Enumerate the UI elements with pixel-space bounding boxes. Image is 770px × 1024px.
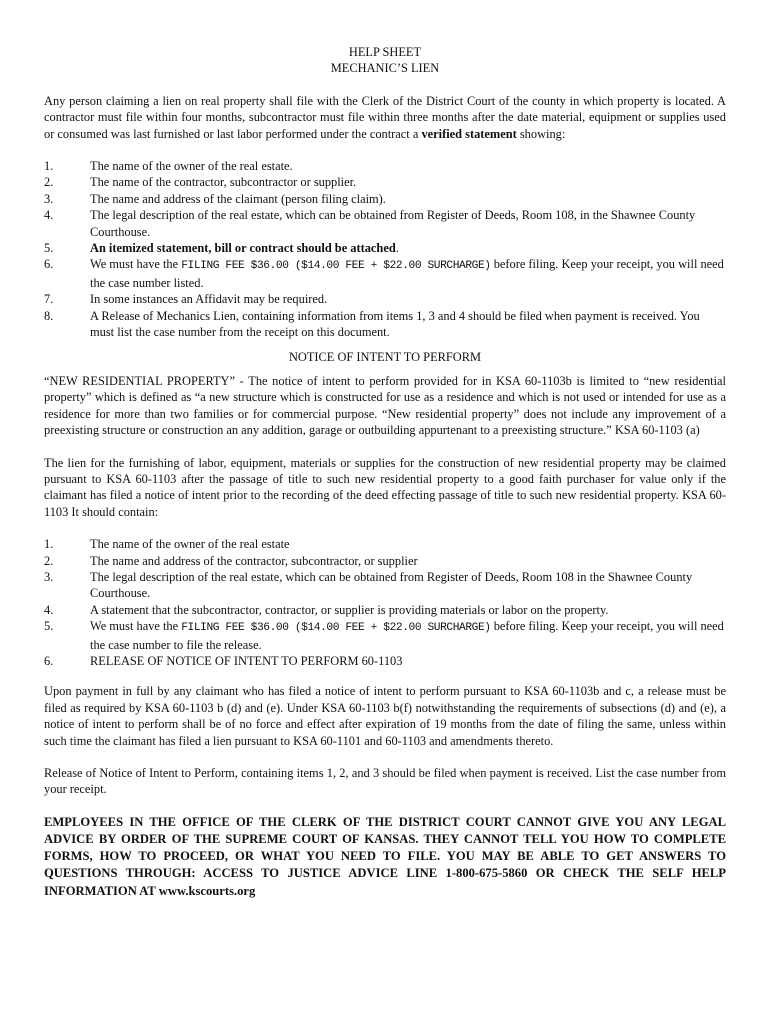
list-item (44, 158, 726, 174)
item-number: 5. (44, 241, 54, 256)
list-item (44, 191, 726, 207)
item-number: 1. (44, 537, 54, 552)
list-item (44, 174, 726, 190)
item-text-tail: before filing. Keep your receipt, you will need the case number listed. (90, 257, 724, 290)
list-item (44, 536, 726, 552)
notice-contents-list (44, 536, 726, 669)
item-text-pre: We must have the (90, 619, 182, 634)
list-item (44, 291, 726, 307)
item-number: 1. (44, 159, 54, 174)
item-text: The legal description of the real estate, which can be obtained from Register of Deeds, Room 108 in the Shawnee County Courthouse. (90, 569, 693, 601)
item-text (90, 256, 726, 291)
legal-advice-warning: EMPLOYEES IN THE OFFICE OF THE CLERK OF THE DISTRICT COURT CANNOT GIVE YOU ANY LEGAL ADVICE BY ORDER OF THE SUPREME COURT OF KANSAS. THEY CANNOT TELL YOU HOW TO COMPLETE FORMS, HOW TO PROCEED, OR WHAT YOU NEED TO FILE. YOU MAY BE ABLE TO GET ANSWERS TO QUESTIONS THROUGH: ACCESS TO JUSTICE ADVICE LINE 1-800-675-5860 OR CHECK THE SELF HELP INFORMATION AT www.kscourts.org (44, 814, 726, 898)
item-text (90, 618, 726, 653)
intro-tail: showing: (516, 126, 566, 141)
payment-paragraph: Upon payment in full by any claimant who has filed a notice of intent to perform pursuant to KSA 60-1103b and c, a release must be filed as required by KSA 60-1103 b (d) and (e). Under KSA 60-1103 b(f) notwithstanding the requirements of subsections (d) and (e), a notice of intent to perform shall be of no force and effect after expiration of 19 months from the date of filing the same, unless within such time the claimant has filed a lien pursuant to KSA 60-1101 and 60-1103 and amendments thereto. (44, 684, 726, 748)
item-text: The name and address of the claimant (person filing claim). (90, 191, 386, 206)
item-text-tail: before filing. Keep your receipt, you will need the case number to file the release. (90, 619, 724, 652)
list-item (44, 569, 726, 602)
item-text: A Release of Mechanics Lien, containing information from items 1, 3 and 4 should be filed when payment is received. You must list the case number from the receipt on this document. (90, 308, 700, 340)
list-item (44, 618, 726, 653)
item-text (90, 240, 726, 256)
verified-statement-emphasis: verified statement (421, 126, 517, 141)
intro-paragraph (44, 93, 726, 142)
item-number: 2. (44, 553, 54, 568)
release-paragraph: Release of Notice of Intent to Perform, containing items 1, 2, and 3 should be filed when payment is received. List the case number from your receipt. (44, 766, 726, 797)
item-text-tail: . (395, 241, 399, 256)
item-number: 3. (44, 191, 54, 206)
itemized-statement-emphasis: An itemized statement, bill or contract should be attached (90, 241, 396, 256)
item-number: 3. (44, 569, 54, 584)
list-item (44, 653, 726, 669)
item-number: 2. (44, 175, 54, 190)
notice-heading: NOTICE OF INTENT TO PERFORM (288, 349, 482, 364)
item-text-pre: We must have the (90, 257, 182, 272)
list-item (44, 602, 726, 618)
page-title: HELP SHEET (348, 45, 422, 59)
list-item (44, 308, 726, 341)
lien-paragraph: The lien for the furnishing of labor, equipment, materials or supplies for the construction of new residential property may be claimed pursuant to KSA 60-1103 after the passage of title to such new residential property to a good faith purchaser for value only if the claimant has filed a notice of intent prior to the recording of the deed effecting passage of title to such new residential property. KSA 60-1103 It should contain: (44, 455, 726, 519)
item-number: 4. (44, 208, 54, 223)
item-number: 6. (44, 654, 54, 668)
item-number: 4. (44, 602, 54, 617)
item-number: 8. (44, 308, 54, 323)
item-number: 5. (44, 619, 54, 634)
item-text: The legal description of the real estate, which can be obtained from Register of Deeds, Room 108, in the Shawnee County Courthouse. (90, 208, 696, 239)
item-number: 7. (44, 292, 54, 307)
item-text: The name and address of the contractor, subcontractor, or supplier (90, 553, 418, 568)
item-text: The name of the owner of the real estate. (90, 159, 293, 174)
list-item (44, 207, 726, 240)
item-text: In some instances an Affidavit may be required. (90, 292, 328, 307)
item-text: The name of the contractor, subcontractor or supplier. (90, 175, 357, 190)
item-number: 6. (44, 257, 54, 272)
page-subtitle: MECHANIC’S LIEN (330, 61, 440, 76)
filing-fee-text: FILING FEE $36.00 ($14.00 FEE + $22.00 SURCHARGE) (181, 622, 491, 635)
list-item (44, 553, 726, 569)
item-text: A statement that the subcontractor, contractor, or supplier is providing materials or labor on the property. (90, 602, 609, 617)
list-item (44, 240, 726, 256)
list-item (44, 256, 726, 291)
lien-requirements-list (44, 158, 726, 340)
intro-text: Any person claiming a lien on real property shall file with the Clerk of the District Court of the county in which property is located. A contractor must file within four months, subcontractor must file within three months after the date material, equipment or supplies used or consumed was last furnished or last labor performed under the contract a (44, 93, 726, 141)
residential-property-paragraph: “NEW RESIDENTIAL PROPERTY” - The notice of intent to perform provided for in KSA 60-1103b is limited to “new residential property” which is defined as “a new structure which is constructed for use as a residence and which is not used or intended for use as a residence for more than two families or for commercial purpose. “New residential property” does not include any improvement of a preexisting structure or construction an any addition, garage or outbuilding appurtenant to a preexisting structure.” KSA 60-1103 (a) (44, 373, 726, 438)
filing-fee-text: FILING FEE $36.00 ($14.00 FEE + $22.00 SURCHARGE) (181, 260, 491, 273)
item-text: The name of the owner of the real estate (90, 537, 290, 552)
item-text: RELEASE OF NOTICE OF INTENT TO PERFORM 60-1103 (90, 654, 403, 668)
